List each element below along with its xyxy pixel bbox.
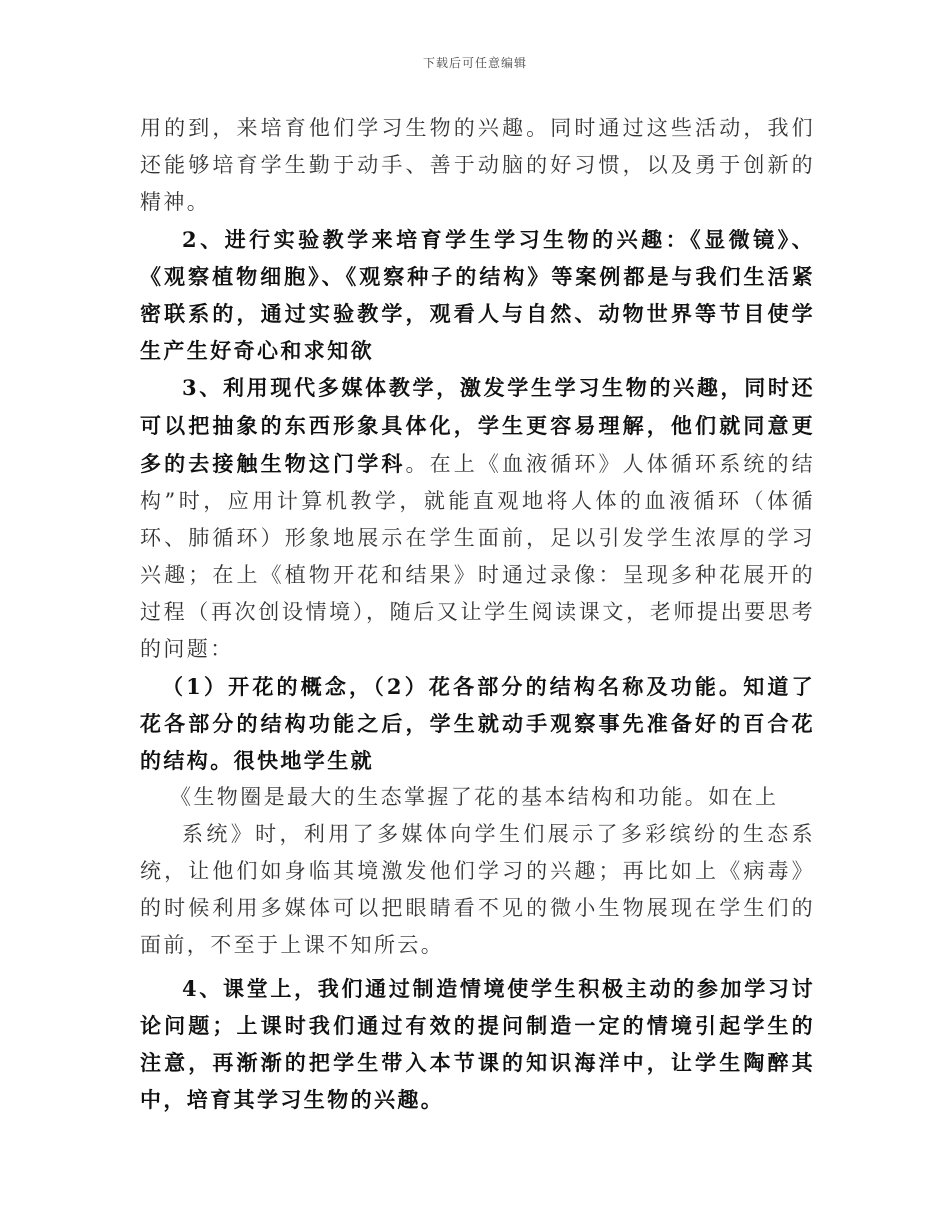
paragraph-biosphere-line2: 系统》时，利用了多媒体向学生们展示了多彩缤纷的生态系统，让他们如身临其境激发他们学习的兴趣；再比如上《病毒》的时候利用多媒体可以把眼睛看不见的微小生物展现在学生们的面前，不至于上课不知所云。	[140, 822, 815, 957]
document-body	[140, 110, 815, 1118]
paragraph-multimedia-teaching	[140, 369, 815, 668]
page-header: 下载后可任意编辑	[422, 56, 527, 70]
multimedia-bold-text: 3、利用现代多媒体教学，激发学生学习生物的兴趣，同时还可以把抽象的东西形象具体化，学生更容易理解，他们就同意更多的去接触生物这门学科	[140, 375, 815, 476]
paragraph-experiment-teaching: 2、进行实验教学来培育学生学习生物的兴趣：《显微镜》、《观察植物细胞》、《观察种子的结构》等案例都是与我们生活紧密联系的，通过实验教学，观看人与自然、动物世界等节目使学生产生好奇心和求知欲	[140, 227, 815, 363]
paragraph-biosphere-line1: 《生物圈是最大的生态掌握了花的基本结构和功能。如在上	[170, 785, 779, 809]
multimedia-normal-text: 。在上《血液循环》人体循环系统的结构”时，应用计算机教学，就能直观地将人体的血液循环（体循环、肺循环）形象地展示在学生面前，足以引发学生浓厚的学习兴趣；在上《植物开花和结果》时通过录像：呈现多种花展开的过程（再次创设情境），随后又让学生阅读课文，老师提出要思考的问题：	[140, 452, 815, 661]
paragraph-classroom-situation: 4、课堂上，我们通过制造情境使学生积极主动的参加学习讨论问题；上课时我们通过有效的提问制造一定的情境引起学生的注意，再渐渐的把学生带入本节课的知识海洋中，让学生陶醉其中，培育其学习生物的兴趣。	[140, 976, 815, 1112]
paragraph-flower-structure: （1）开花的概念，（2）花各部分的结构名称及功能。知道了花各部分的结构功能之后，学生就动手观察事先准备好的百合花的结构。很快地学生就	[140, 674, 815, 773]
paragraph-continuation: 用的到，来培育他们学习生物的兴趣。同时通过这些活动，我们还能够培育学生勤于动手、善于动脑的好习惯，以及勇于创新的精神。	[140, 116, 815, 214]
